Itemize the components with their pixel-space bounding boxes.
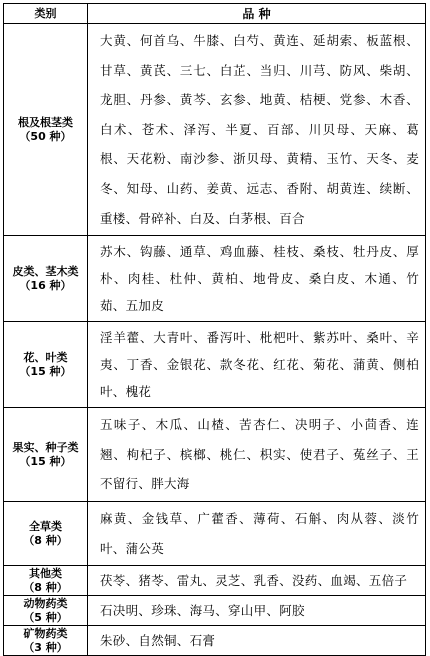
category-cell [4, 626, 88, 656]
category-cell [4, 408, 88, 502]
category-count: （50 种） [19, 129, 72, 143]
varieties-cell: 苏木、钩藤、通草、鸡血藤、桂枝、桑枝、牡丹皮、厚朴、肉桂、杜仲、黄柏、地骨皮、桑白皮、木通、竹茹、五加皮 [88, 236, 426, 322]
herb-classification-table [3, 3, 426, 656]
category-count: （15 种） [19, 454, 72, 468]
varieties-cell: 茯苓、猪苓、雷丸、灵芝、乳香、没药、血竭、五倍子 [88, 566, 426, 596]
category-cell [4, 236, 88, 322]
category-name: 动物药类 [23, 596, 68, 610]
table-header-row [4, 4, 426, 24]
table-row [4, 596, 426, 626]
header-category: 类别 [4, 4, 88, 24]
table-row [4, 322, 426, 408]
category-cell [4, 501, 88, 565]
varieties-cell: 石决明、珍珠、海马、穿山甲、阿胶 [88, 596, 426, 626]
category-name: 其他类 [29, 566, 62, 580]
category-count: （16 种） [19, 278, 72, 292]
category-count: （5 种） [23, 610, 68, 624]
category-cell [4, 24, 88, 236]
table-row [4, 408, 426, 502]
table-row [4, 566, 426, 596]
category-name: 果实、种子类 [12, 440, 79, 454]
category-cell [4, 322, 88, 408]
category-name: 皮类、茎木类 [12, 264, 79, 278]
varieties-cell: 大黄、何首乌、牛膝、白芍、黄连、延胡索、板蓝根、甘草、黄芪、三七、白芷、当归、川芎、防风、柴胡、龙胆、丹参、黄芩、玄参、地黄、桔梗、党参、木香、白术、苍术、泽泻、半夏、百部、川贝母、天麻、葛根、天花粉、南沙参、浙贝母、黄精、玉竹、天冬、麦冬、知母、山药、姜黄、远志、香附、胡黄连、续断、重楼、骨碎补、白及、白茅根、百合 [88, 24, 426, 236]
varieties-cell: 朱砂、自然铜、石膏 [88, 626, 426, 656]
category-count: （8 种） [23, 580, 68, 594]
varieties-cell: 麻黄、金钱草、广藿香、薄荷、石斛、肉从蓉、淡竹叶、蒲公英 [88, 501, 426, 565]
category-name: 全草类 [29, 519, 62, 533]
varieties-cell: 淫羊藿、大青叶、番泻叶、枇杷叶、紫苏叶、桑叶、辛夷、丁香、金银花、款冬花、红花、菊花、蒲黄、侧柏叶、槐花 [88, 322, 426, 408]
category-cell [4, 596, 88, 626]
category-name: 矿物药类 [23, 626, 68, 640]
varieties-cell: 五味子、木瓜、山楂、苦杏仁、决明子、小茴香、连翘、枸杞子、槟榔、桃仁、枳实、使君子、菟丝子、王不留行、胖大海 [88, 408, 426, 502]
table-row [4, 236, 426, 322]
table-row [4, 626, 426, 656]
category-count: （15 种） [19, 364, 72, 378]
category-name: 花、叶类 [23, 350, 68, 364]
header-variety: 品 种 [88, 4, 426, 24]
category-count: （3 种） [23, 640, 68, 654]
table-row [4, 24, 426, 236]
category-count: （8 种） [23, 533, 68, 547]
table-row [4, 501, 426, 565]
category-name: 根及根茎类 [18, 115, 73, 129]
category-cell [4, 566, 88, 596]
